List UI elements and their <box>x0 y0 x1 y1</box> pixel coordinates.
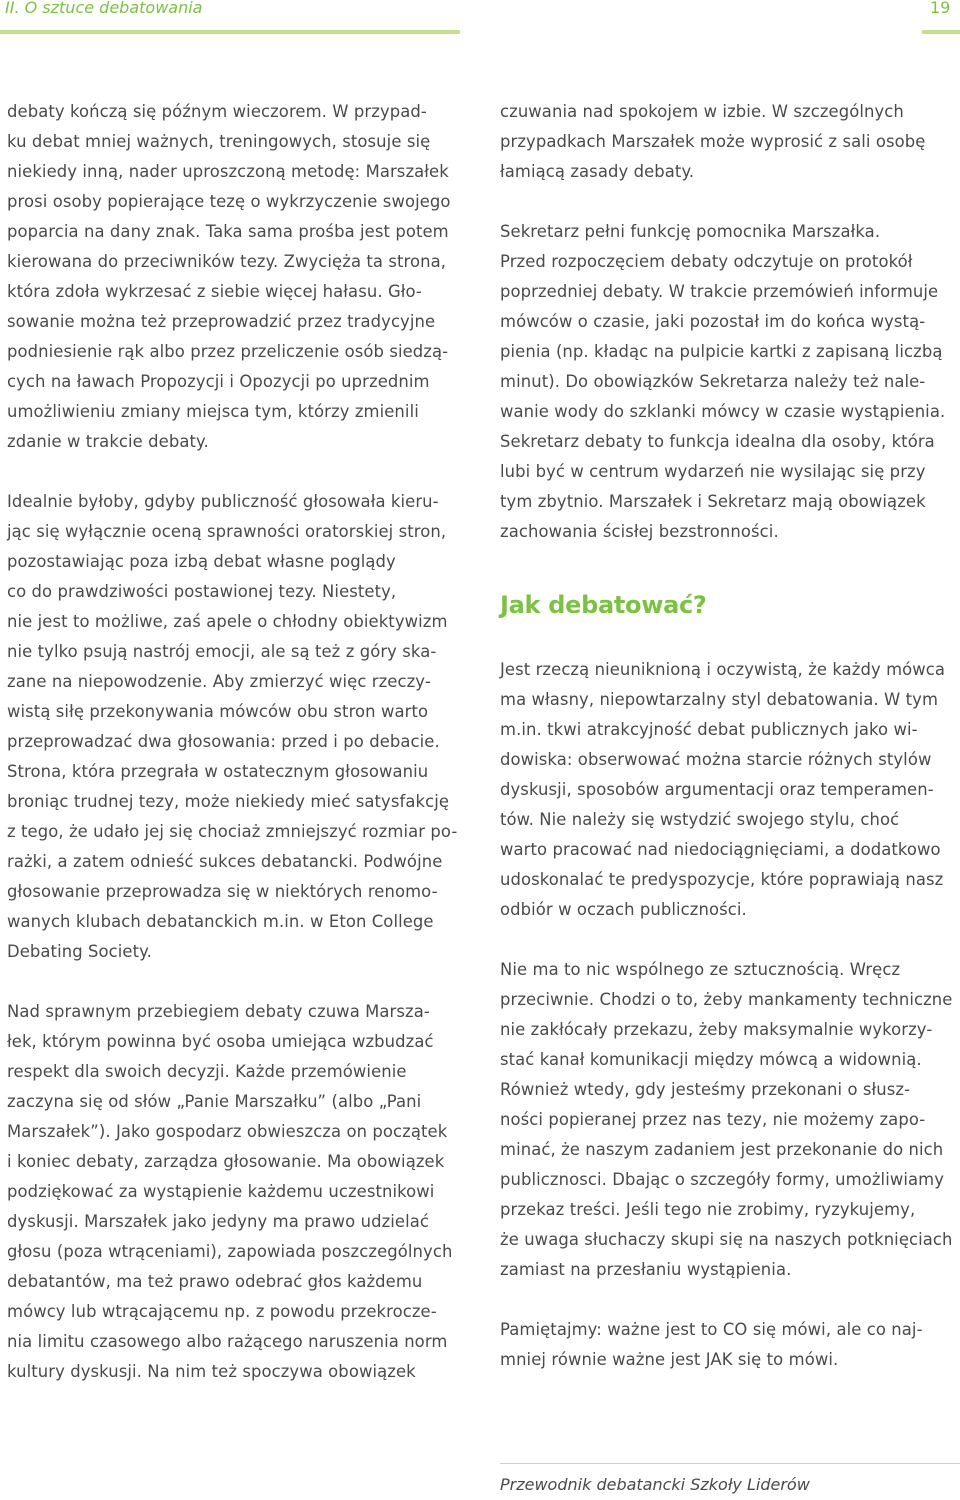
heading-gap <box>500 547 955 590</box>
header-rule-left <box>0 30 460 34</box>
paragraph-gap <box>500 925 955 955</box>
page-number: 19 <box>930 0 951 17</box>
left-paragraph-2: Idealnie byłoby, gdyby publiczność głosowała kieru- jąc się wyłącznie oceną sprawności oratorskiej stron, pozostawiając poza izbą debat własne poglądy co do prawdziwości postawionej tezy. Niestety, nie jest to możliwe, zaś apele o chłodny obiektywizm nie tylko psują nastrój emocji, ale są też z góry ska- zane na niepowodzenie. Aby zmierzyć więc rzeczy- wistą siłę przekonywania mówców obu stron warto przeprowadzać dwa głosowania: przed i po debacie. Strona, która przegrała w ostatecznym głosowaniu broniąc trudnej tezy, może niekiedy mieć satysfakcję z tego, że udało jej się chociaż zmniejszyć rozmiar po- rażki, a zatem odnieść sukces debatancki. Podwójne głosowanie przeprowadza się w niektórych renomo- wanych klubach debatanckich m.in. w Eton College Debating Society. <box>7 492 458 961</box>
paragraph-gap <box>7 457 462 487</box>
left-paragraph-3: Nad sprawnym przebiegiem debaty czuwa Marsza- łek, którym powinna być osoba umiejąca wzbudzać respekt dla swoich decyzji. Każde przemówienie zaczyna się od słów „Panie Marszałku” (albo „Pani Marszałek”). Jako gospodarz obwieszcza on początek i koniec debaty, zarządza głosowanie. Ma obowiązek podziękować za wystąpienie każdemu uczestnikowi dyskusji. Marszałek jako jedyny ma prawo udzielać głosu (poza wtrąceniami), zapowiada poszczególnych debatantów, ma też prawo odebrać głos każdemu mówcy lub wtrącającemu np. z powodu przekrocze- nia limitu czasowego albo rażącego naruszenia norm kultury dyskusji. Na nim też spoczywa obowiązek <box>7 1002 453 1381</box>
paragraph-gap <box>7 967 462 997</box>
header-rule-right <box>922 30 960 34</box>
left-paragraph-1: debaty kończą się późnym wieczorem. W przypad- ku debat mniej ważnych, treningowych, stosuje się niekiedy inną, nader uproszczoną metodę: Marszałek prosi osoby popierające tezę o wykrzyczenie swojego poparcia na dany znak. Taka sama prośba jest potem kierowana do przeciwników tezy. Zwycięża ta strona, która zdoła wykrzesać z siebie więcej hałasu. Gło- sowanie można też przeprowadzić przez tradycyjne podniesienie rąk albo przez przeliczenie osób siedzą- cych na ławach Propozycji i Opozycji po uprzednim umożliwieniu zmiany miejsca tym, którzy zmienili zdanie w trakcie debaty. <box>7 102 451 451</box>
footer-publication: Przewodnik debatancki Szkoły Liderów <box>500 1475 810 1494</box>
running-header-title: II. O sztuce debatowania <box>5 0 203 17</box>
section-heading: Jak debatować? <box>500 591 707 619</box>
paragraph-gap <box>500 1285 955 1315</box>
left-column <box>7 97 462 1387</box>
right-paragraph-2: Sekretarz pełni funkcję pomocnika Marszałka. Przed rozpoczęciem debaty odczytuje on protokół poprzedniej debaty. W trakcie przemówień informuje mówców o czasie, jaki pozostał im do końca wystą- pienia (np. kładąc na pulpicie kartki z zapisaną liczbą minut). Do obowiązków Sekretarza należy też nale- wanie wody do szklanki mówcy w czasie wystąpienia. Sekretarz debaty to funkcja idealna dla osoby, która lubi być w centrum wydarzeń nie wysilając się przy tym zbytnio. Marszałek i Sekretarz mają obowiązek zachowania ścisłej bezstronności. <box>500 222 946 541</box>
right-column <box>500 97 955 1375</box>
paragraph-gap <box>500 187 955 217</box>
right-paragraph-3: Jest rzeczą nieuniknioną i oczywistą, że każdy mówca ma własny, niepowtarzalny styl debatowania. W tym m.in. tkwi atrakcyjność debat publicznych jako wi- dowiska: obserwować można starcie różnych stylów dyskusji, sposobów argumentacji oraz temperamen- tów. Nie należy się wstydzić swojego stylu, choć warto pracować nad niedociągnięciami, a dodatkowo udoskonalać te predyspozycje, które poprawiają nasz odbiór w oczach publiczności. <box>500 660 946 919</box>
heading-gap <box>500 620 955 655</box>
right-paragraph-1: czuwania nad spokojem w izbie. W szczególnych przypadkach Marszałek może wyprosić z sali osobę łamiącą zasady debaty. <box>500 102 926 181</box>
footer-rule <box>500 1463 960 1464</box>
right-paragraph-5: Pamiętajmy: ważne jest to CO się mówi, ale co naj- mniej równie ważne jest JAK się to mówi. <box>500 1320 923 1369</box>
right-paragraph-4: Nie ma to nic wspólnego ze sztucznością. Wręcz przeciwnie. Chodzi o to, żeby mankamenty techniczne nie zakłócały przekazu, żeby maksymalnie wykorzy- stać kanał komunikacji między mówcą a widownią. Również wtedy, gdy jesteśmy przekonani o słusz- ności popieranej przez nas tezy, nie możemy zapo- minać, że naszym zadaniem jest przekonanie do nich publicznosci. Dbając o szczegóły formy, umożliwiamy przekaz treści. Jeśli tego nie zrobimy, ryzykujemy, że uwaga słuchaczy skupi się na naszych potknięciach zamiast na przesłaniu wystąpienia. <box>500 960 953 1279</box>
